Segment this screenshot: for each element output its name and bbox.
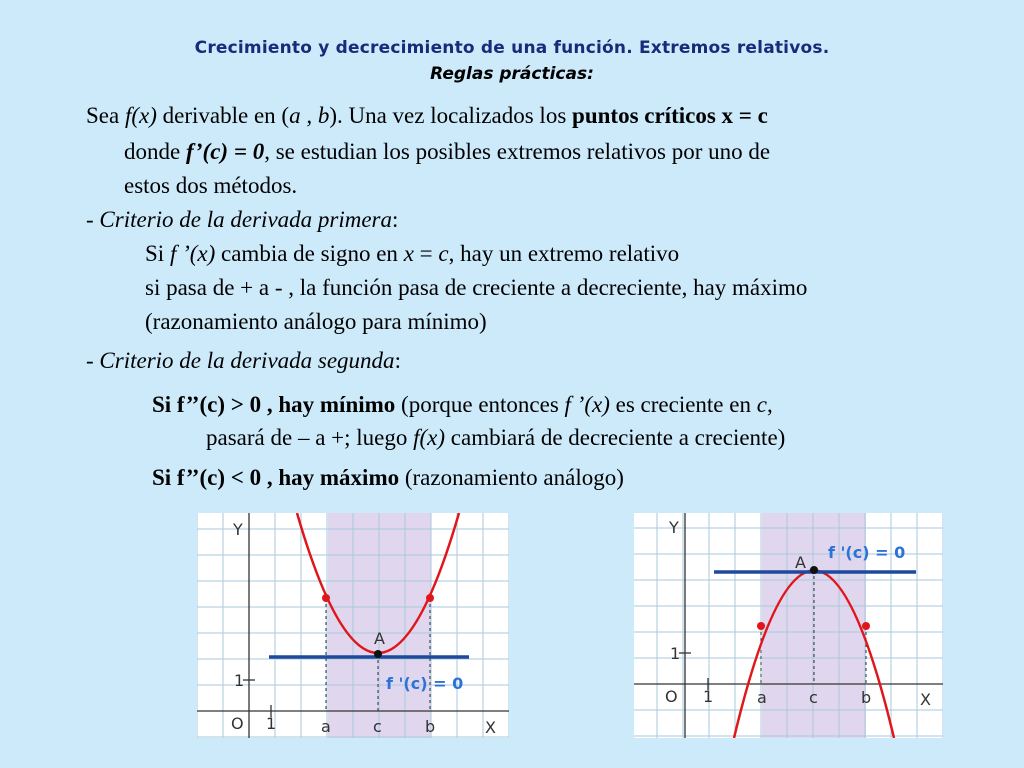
point-a <box>322 594 330 602</box>
text-line-5: Si f ’(x) cambia de signo en x = c, hay un extremo relativo <box>145 241 680 266</box>
tangent-label: f '(c) = 0 <box>386 674 464 693</box>
label-b: b <box>861 688 872 707</box>
text-line-3: estos dos métodos. <box>124 173 298 198</box>
text-line-11: Si f’’(c) < 0 , hay máximo (razonamiento análogo) <box>152 465 624 490</box>
y-one-label: 1 <box>670 644 681 663</box>
origin-label: O <box>665 687 678 706</box>
y-one-label: 1 <box>234 671 245 690</box>
point-label: A <box>795 553 806 572</box>
point-minimum <box>374 650 382 658</box>
text-line-9: Si f’’(c) > 0 , hay mínimo (porque entonces f ’(x) es creciente en c, <box>152 392 773 417</box>
x-one-label: 1 <box>266 714 277 733</box>
label-c: c <box>809 688 818 707</box>
label-c: c <box>373 717 382 736</box>
graph-minimum <box>197 513 509 738</box>
origin-label: O <box>231 714 244 733</box>
text-line-1: Sea f(x) derivable en (a , b). Una vez localizados los puntos críticos x = c <box>86 103 768 128</box>
y-axis-label: Y <box>233 520 243 539</box>
slide-title: Crecimiento y decrecimiento de una función. Extremos relativos. <box>194 38 830 58</box>
point-label: A <box>374 629 385 648</box>
text-line-10: pasará de – a +; luego f(x) cambiará de decreciente a creciente) <box>206 425 786 450</box>
y-axis-label: Y <box>669 518 679 537</box>
graph-maximum-svg <box>634 513 943 738</box>
point-maximum <box>810 566 818 574</box>
label-a: a <box>321 717 331 736</box>
graph-maximum <box>634 513 943 738</box>
text-line-7: (razonamiento análogo para mínimo) <box>145 309 487 334</box>
text-line-6: si pasa de + a - , la función pasa de creciente a decreciente, hay máximo <box>145 275 808 300</box>
label-b: b <box>425 717 436 736</box>
graph-minimum-svg <box>197 513 509 738</box>
grid <box>197 513 509 738</box>
point-b <box>862 622 870 630</box>
x-one-label: 1 <box>703 687 714 706</box>
x-axis-label: X <box>920 690 931 709</box>
slide-subtitle: Reglas prácticas: <box>430 64 594 84</box>
label-a: a <box>757 688 767 707</box>
criterion-first-heading: - Criterio de la derivada primera: <box>86 207 399 232</box>
x-axis-label: X <box>485 718 496 737</box>
tangent-label: f '(c) = 0 <box>828 543 906 562</box>
point-b <box>426 594 434 602</box>
point-a <box>757 622 765 630</box>
criterion-second-heading: - Criterio de la derivada segunda: <box>86 348 401 373</box>
text-line-2: donde f’(c) = 0, se estudian los posibles extremos relativos por uno de <box>124 139 771 164</box>
